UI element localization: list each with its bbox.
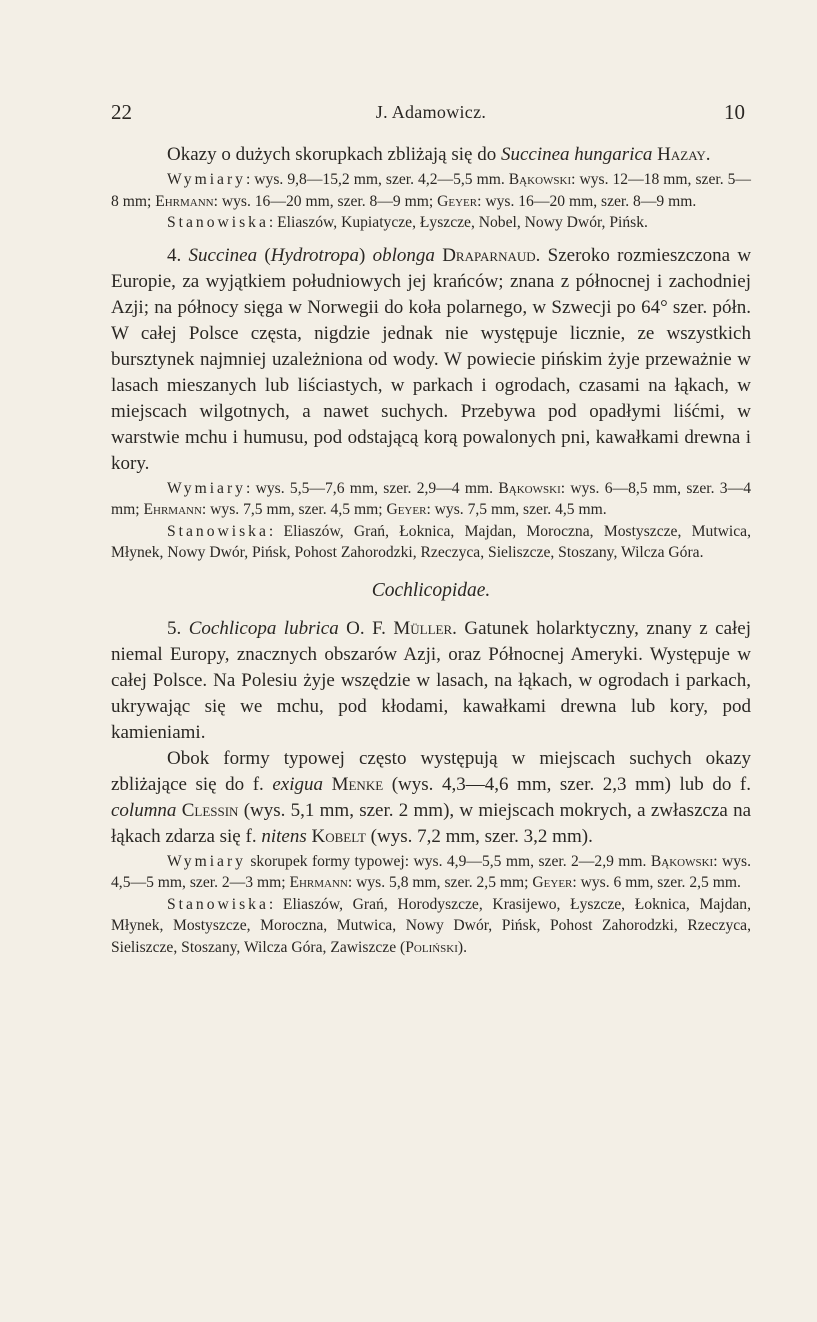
author-name: Ehrmann [143, 501, 202, 518]
italic-taxon-name: Cochlicopa lubrica [188, 617, 339, 639]
text-run: . Gatunek holarktyczny, znany z całej niemal Europy, znacznych obszarów Azji, oraz Północnej Ameryki. Występuje w całej Polsce. Na Polesiu żyje wszędzie w lasach, na łąkach, w ogrodach i parkach, ukrywając się we mchu, pod kłodami, kawałkami drewna lub kory, pod kamieniami. [111, 617, 752, 743]
hungarica-dimensions-paragraph [111, 169, 751, 212]
text-run: : wys. 12—18 mm, szer. 5—8 mm; [111, 171, 751, 210]
text-run: : wys. 16—20 mm, szer. 8—9 mm. [477, 192, 697, 210]
text-run: : wys. 7,5 mm, szer. 4,5 mm. [426, 501, 607, 518]
author-name: Clessin [181, 799, 239, 821]
author-name: Geyer [386, 501, 427, 518]
text-run: : wys. 5,8 mm, szer. 2,5 mm; [347, 874, 533, 891]
text-run: ). [457, 938, 467, 956]
family-heading: Cochlicopidae. [371, 579, 491, 601]
italic-taxon-name: Hydrotropa [270, 244, 360, 266]
text-run: : Eliaszów, Kupiatycze, Łyszcze, Nobel, Nowy Dwór, Pińsk. [268, 214, 648, 231]
text-run: : wys. 9,8—15,2 mm, szer. 4,2—5,5 mm. [245, 171, 509, 188]
text-run: : wys. 7,5 mm, szer. 4,5 mm; [201, 501, 387, 518]
page-number: 22 [111, 100, 132, 124]
hungarica-intro-paragraph [111, 142, 751, 168]
text-run [323, 774, 332, 795]
text-run: . [705, 144, 711, 165]
text-run: (wys. 5,1 mm, szer. 2 mm), w miejscach mokrych, a zwłaszcza na łąkach zdarza się f. [111, 799, 752, 847]
running-title: J. Adamowicz. [375, 102, 487, 122]
author-name: Bąkowski [650, 852, 714, 870]
text-run: ( [257, 244, 271, 266]
text-run: . Szeroko rozmieszczona w Europie, za wyjątkiem południowych jej krańców; znana z północnej i zachodniej Azji; na północy sięga w Norwegii do koła polarnego, w Szwecji po 64° szer. półn. W całej Polsce częsta, nigdzie jednak nie występuje licznie, ze wszystkich bursztynek najmniej uzależniona od wody. W powiecie pińskim żyje przeważnie w lasach mieszanych lub liściastych, w parkach i ogrodach, czasami na łąkach, w miejscach wilgotnych, a nawet suchych. Przebywa pod opadłymi liśćmi, w warstwie mchu i humusu, pod odstającą korą powalonych pni, kawałkami drewna i kory. [111, 244, 752, 474]
oblonga-dimensions-paragraph [111, 478, 751, 521]
hungarica-sites-paragraph [111, 212, 751, 234]
text-run: 4. [167, 244, 189, 266]
italic-taxon-name: Succinea hungarica [500, 144, 653, 165]
text-run: O. F. [338, 617, 394, 639]
text-run: (wys. 7,2 mm, szer. 3,2 mm). [365, 825, 593, 847]
text-run: skorupek formy typowej: wys. 4,9—5,5 mm, szer. 2—2,9 mm. [245, 852, 651, 870]
author-name: Bąkowski [498, 479, 561, 497]
oblonga-sites-paragraph [111, 521, 751, 564]
spaced-label: Stanowiska [167, 214, 269, 231]
author-name: Geyer [532, 874, 573, 891]
author-name: Kobelt [311, 825, 366, 847]
author-name: Ehrmann [155, 192, 214, 210]
text-run: : Eliaszów, Grań, Horodyszcze, Krasijewo, Łyszcze, Łoknica, Majdan, Młynek, Mostyszcze, Moroczna, Mutwica, Nowy Dwór, Pińsk, Pohost Zahorodzki, Rzeczyca, Sieliszcze, Stoszany, Wilcza Góra, Zawiszcze ( [111, 895, 751, 956]
author-name: Ehrmann [289, 874, 348, 891]
author-name: Poliński [405, 938, 458, 956]
text-run: : wys. 16—20 mm, szer. 8—9 mm; [213, 192, 438, 210]
spaced-label: Wymiary [167, 479, 246, 497]
text-run: ) [359, 244, 373, 266]
text-run: Obok formy typowej często występują w miejscach suchych okazy zbliżające się do f. [111, 747, 751, 795]
italic-taxon-name: nitens [261, 825, 307, 847]
text-run: : wys. 5,5—7,6 mm, szer. 2,9—4 mm. [245, 479, 499, 497]
spaced-label: Wymiary [167, 171, 246, 188]
italic-taxon-name: exigua [272, 773, 324, 795]
text-run: : wys. 4,5—5 mm, szer. 2—3 mm; [111, 852, 751, 891]
folio-number: 10 [724, 100, 745, 124]
lubrica-species-paragraph [111, 616, 751, 746]
spaced-label: Stanowiska [167, 522, 269, 540]
text-run: (wys. 4,3—4,6 mm, szer. 2,3 mm) lub do f. [383, 773, 751, 795]
author-name: Draparnaud [442, 244, 536, 266]
italic-taxon-name: columna [111, 799, 177, 821]
author-name: Bąkowski [508, 171, 572, 188]
lubrica-sites-paragraph [111, 894, 751, 959]
spaced-label: Stanowiska [167, 895, 269, 913]
author-name: Müller [393, 617, 453, 639]
page-body [111, 142, 751, 958]
text-run: : wys. 6 mm, szer. 2,5 mm. [572, 874, 741, 891]
author-name: Hazay [657, 144, 706, 165]
italic-taxon-name: Succinea [188, 244, 258, 266]
spaced-label: Wymiary [167, 852, 246, 870]
italic-taxon-name: oblonga [372, 244, 435, 266]
lubrica-dimensions-paragraph [111, 851, 751, 894]
text-run: 5. [167, 617, 189, 639]
author-name: Menke [331, 773, 384, 795]
author-name: Geyer [437, 192, 478, 210]
text-run: : Eliaszów, Grań, Łoknica, Majdan, Moroczna, Mostyszcze, Mutwica, Młynek, Nowy Dwór, Pińsk, Pohost Zahorodzki, Rzeczyca, Sieliszcze, Stoszany, Wilcza Góra. [111, 522, 751, 561]
oblonga-species-paragraph [111, 243, 751, 477]
text-run: : wys. 6—8,5 mm, szer. 3—4 mm; [111, 479, 751, 518]
lubrica-forms-paragraph [111, 746, 751, 850]
text-run: Okazy o dużych skorupkach zbliżają się do [167, 144, 501, 165]
page-header [111, 98, 751, 132]
